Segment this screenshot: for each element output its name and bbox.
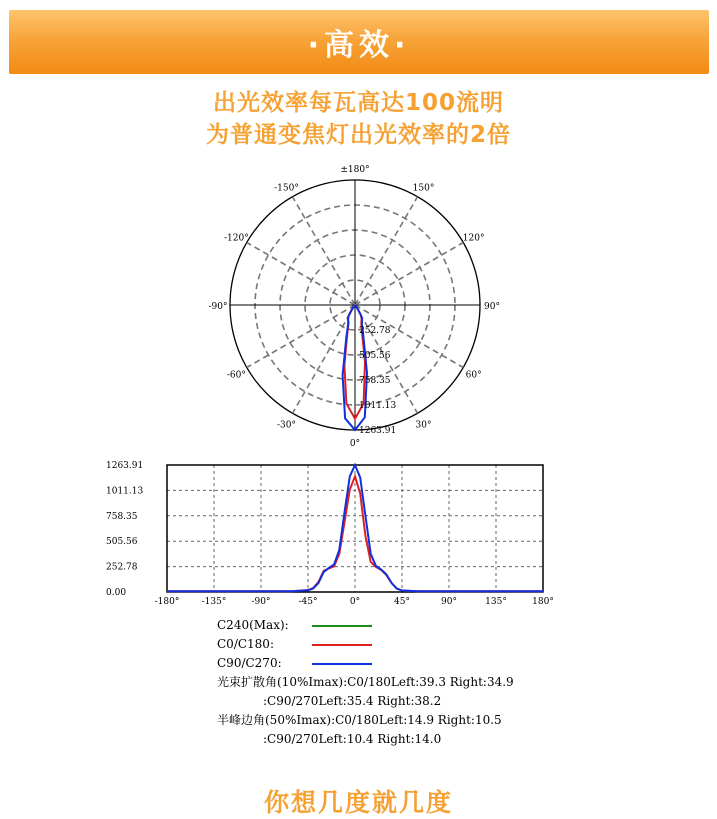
polar-distribution-chart bbox=[0, 160, 717, 450]
line-x-tick-label: 45° bbox=[394, 597, 410, 607]
legend-and-stats bbox=[217, 616, 557, 749]
polar-radial-tick-label: 1011.13 bbox=[359, 401, 397, 411]
banner-title: ·高效· bbox=[307, 28, 411, 63]
line-y-tick-label: 758.35 bbox=[106, 511, 138, 522]
headline-line-1: 出光效率每瓦高达100流明 bbox=[212, 90, 504, 116]
line-x-tick-label: 0° bbox=[349, 597, 361, 607]
polar-angle-label: 120° bbox=[462, 233, 485, 244]
half-peak-50: 半峰边角(50%Imax):C0/180Left:14.9 Right:10.5 bbox=[217, 713, 502, 727]
polar-spoke bbox=[247, 243, 355, 306]
polar-angle-label: 0° bbox=[349, 439, 361, 449]
line-y-tick-label: 1263.91 bbox=[106, 461, 144, 471]
polar-radial-tick-label: 252.78 bbox=[359, 326, 391, 336]
legend-label: C90/C270: bbox=[217, 656, 282, 670]
polar-angle-label: -90° bbox=[208, 302, 228, 312]
polar-angle-label: ±180° bbox=[340, 165, 370, 175]
legend-row-c240 bbox=[217, 616, 557, 635]
headline-line-2: 为普通变焦灯出光效率的2倍 bbox=[205, 122, 511, 148]
line-labels bbox=[106, 461, 554, 607]
polar-radial-tick-label: 1263.91 bbox=[359, 426, 397, 436]
legend-swatch-red bbox=[312, 644, 372, 646]
line-x-tick-label: 90° bbox=[441, 597, 457, 607]
polar-angle-label: 60° bbox=[465, 370, 482, 381]
polar-spoke bbox=[247, 305, 355, 368]
polar-angle-label: -150° bbox=[274, 183, 299, 194]
legend-swatch-green bbox=[312, 625, 372, 627]
polar-radial-tick-label: 505.56 bbox=[359, 351, 391, 361]
linear-distribution-chart bbox=[0, 458, 717, 608]
polar-radial-tick-label: 758.35 bbox=[359, 376, 391, 386]
line-y-tick-label: 0.00 bbox=[106, 588, 127, 598]
polar-angle-label: -120° bbox=[223, 233, 249, 244]
line-grid bbox=[167, 465, 543, 592]
polar-angle-label: 90° bbox=[484, 302, 500, 312]
legend-swatch-blue bbox=[312, 663, 372, 665]
line-y-tick-label: 252.78 bbox=[106, 562, 138, 573]
polar-spoke bbox=[355, 243, 463, 306]
line-x-tick-label: 135° bbox=[485, 597, 507, 607]
line-y-tick-label: 1011.13 bbox=[106, 486, 144, 497]
polar-angle-label: 30° bbox=[415, 420, 432, 431]
polar-spoke bbox=[293, 197, 356, 305]
polar-spoke bbox=[355, 197, 418, 305]
half-peak-50-c90: :C90/270Left:10.4 Right:14.0 bbox=[263, 732, 442, 746]
title-banner bbox=[9, 10, 709, 74]
polar-angle-label: -30° bbox=[277, 420, 296, 431]
line-x-tick-label: 180° bbox=[532, 597, 554, 607]
line-y-tick-label: 505.56 bbox=[106, 537, 138, 548]
legend-label: C0/C180: bbox=[217, 637, 274, 651]
legend-row-c90 bbox=[217, 654, 557, 673]
footer-slogan: 你想几度就几度 bbox=[263, 788, 453, 817]
line-x-tick-label: -90° bbox=[251, 597, 271, 607]
polar-angle-label: 150° bbox=[412, 183, 435, 194]
legend-row-c0 bbox=[217, 635, 557, 654]
beam-spread-10: 光束扩散角(10%Imax):C0/180Left:39.3 Right:34.9 bbox=[217, 675, 514, 689]
line-x-tick-label: -180° bbox=[154, 597, 180, 607]
line-x-tick-label: -45° bbox=[298, 597, 318, 607]
beam-spread-10-c90: :C90/270Left:35.4 Right:38.2 bbox=[263, 694, 442, 708]
line-x-tick-label: -135° bbox=[201, 597, 227, 607]
legend-label: C240(Max): bbox=[217, 618, 289, 632]
polar-angle-label: -60° bbox=[226, 370, 246, 381]
